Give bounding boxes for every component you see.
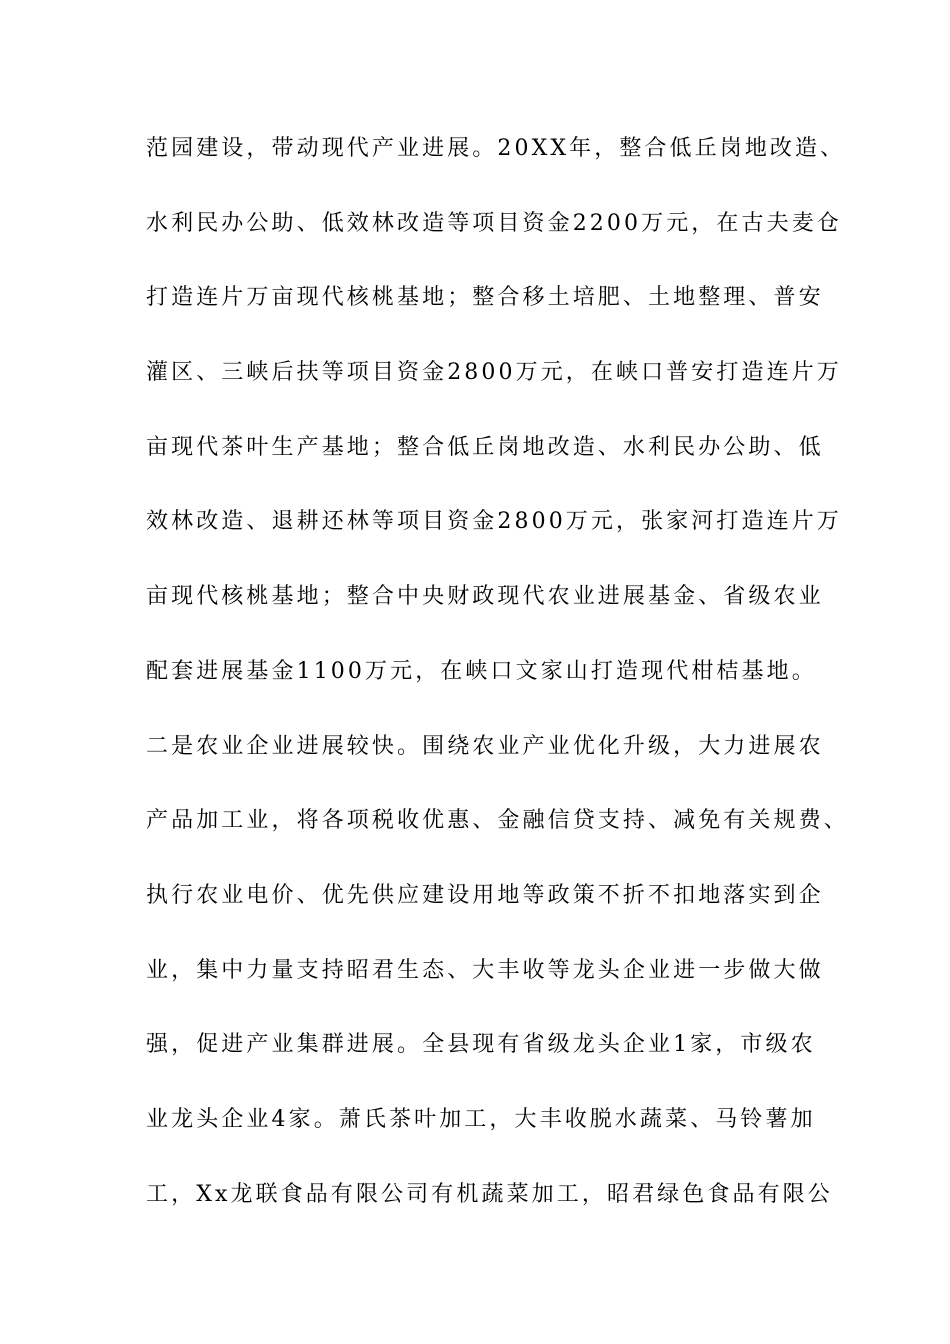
text-line: 业龙头企业4家。萧氏茶叶加工，大丰收脱水蔬菜、马铃薯加: [146, 1106, 816, 1132]
text-line: 配套进展基金1100万元，在峡口文家山打造现代柑桔基地。: [146, 658, 817, 684]
text-line: 效林改造、退耕还林等项目资金2800万元，张家河打造连片万: [146, 509, 842, 535]
text-line: 亩现代茶叶生产基地；整合低丘岗地改造、水利民办公助、低: [146, 434, 824, 460]
body-text: [146, 127, 849, 1247]
text-line: 打造连片万亩现代核桃基地；整合移土培肥、土地整理、普安: [146, 285, 824, 311]
text-line: 强，促进产业集群进展。全县现有省级龙头企业1家，市级农: [146, 1032, 816, 1058]
text-line: 业，集中力量支持昭君生态、大丰收等龙头企业进一步做大做: [146, 957, 824, 983]
text-line: 执行农业电价、优先供应建设用地等政策不折不扣地落实到企: [146, 882, 824, 908]
text-line: 亩现代核桃基地；整合中央财政现代农业进展基金、省级农业: [146, 584, 824, 610]
text-line: 水利民办公助、低效林改造等项目资金2200万元，在古夫麦仓: [146, 210, 842, 236]
text-line: 灌区、三峡后扶等项目资金2800万元，在峡口普安打造连片万: [146, 360, 842, 386]
text-line: 二是农业企业进展较快。围绕农业产业优化升级，大力进展农: [146, 733, 824, 759]
text-line: 范园建设，带动现代产业进展。20XX年，整合低丘岗地改造、: [146, 136, 846, 161]
text-line: 工，Xx龙联食品有限公司有机蔬菜加工，昭君绿色食品有限公: [146, 1181, 833, 1207]
text-line: 产品加工业，将各项税收优惠、金融信贷支持、减免有关规费、: [146, 808, 849, 834]
